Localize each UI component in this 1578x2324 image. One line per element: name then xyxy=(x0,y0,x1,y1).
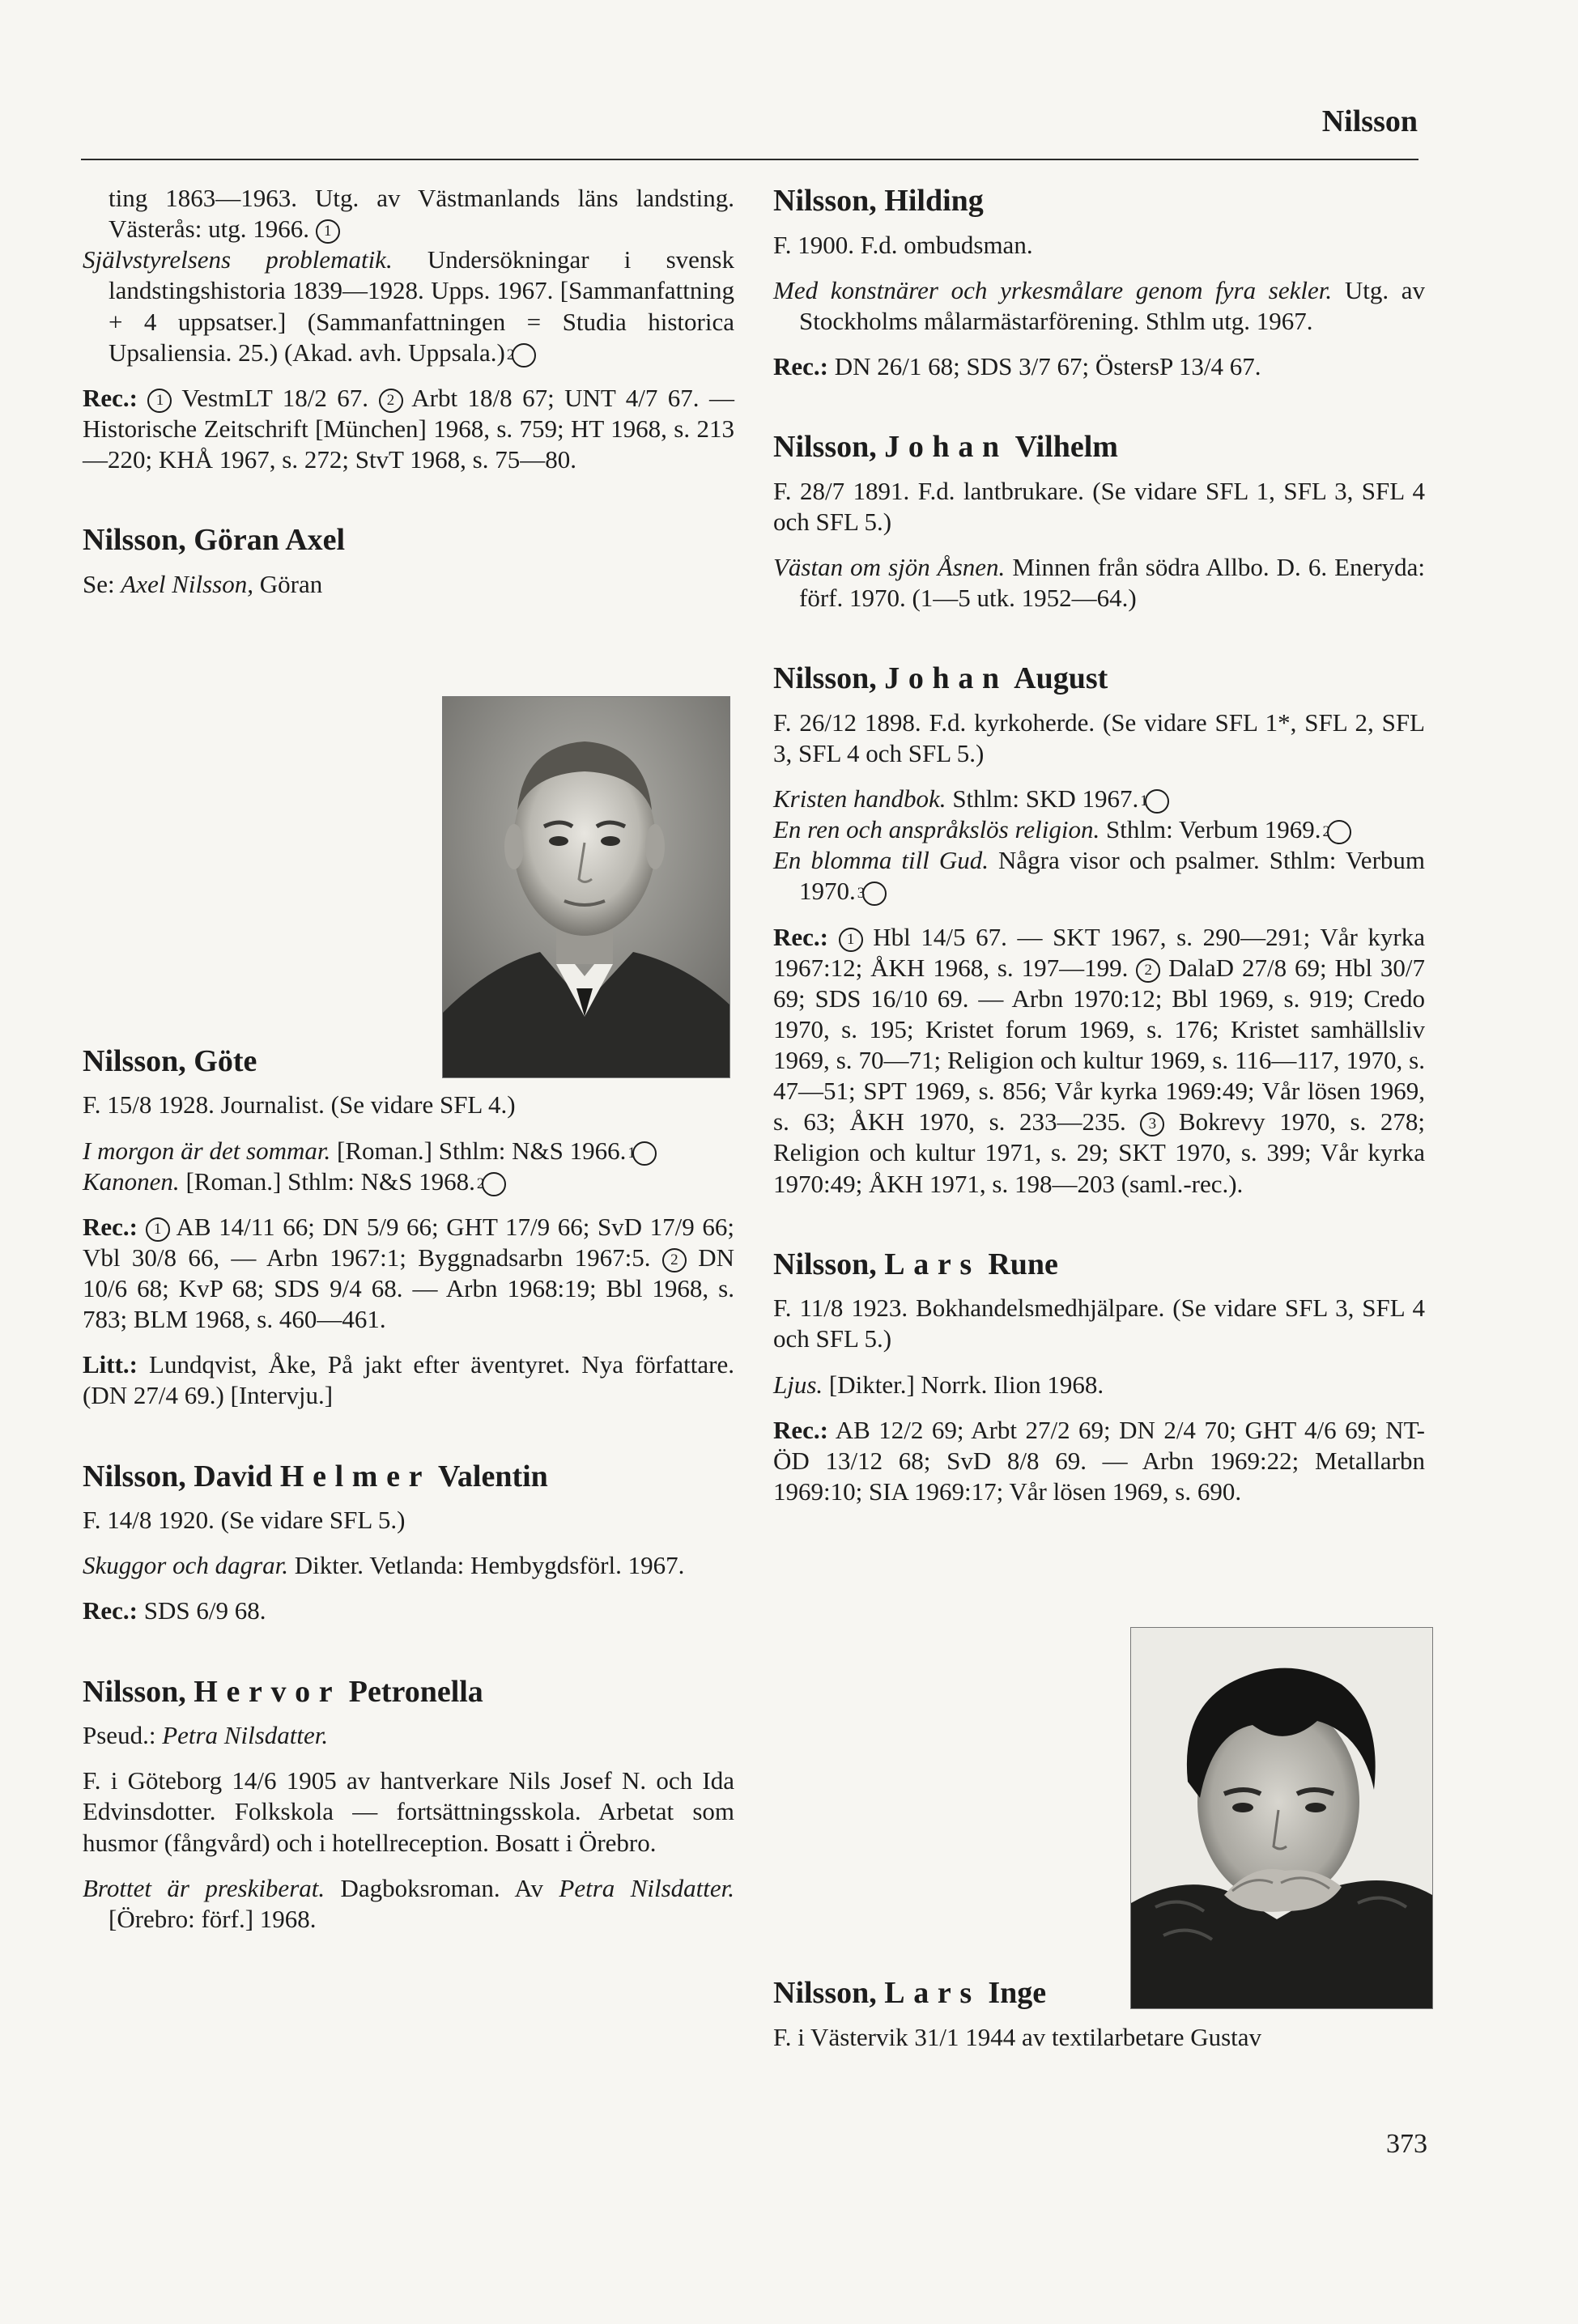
circled-number: 1 xyxy=(839,928,863,952)
see-prefix: Se: xyxy=(83,569,115,598)
review-part: DN 26/1 68; SDS 3/7 67; ÖstersP 13/4 67. xyxy=(834,351,1261,380)
work-details: Utg. av Stockholms målarmästarförening. Sthlm utg. 1967. xyxy=(799,275,1426,335)
works xyxy=(773,1370,1425,1400)
rec-label: Rec.: xyxy=(83,383,138,412)
review-text xyxy=(83,1212,734,1336)
heading-part: Inge xyxy=(988,1976,1047,2010)
bio xyxy=(83,1090,734,1120)
work-details: Några visor och psalmer. Sthlm: Verbum 1970. xyxy=(799,846,1425,906)
work-entry xyxy=(83,1550,734,1581)
continuation-text xyxy=(83,183,734,244)
review-part: DalaD 27/8 69; Hbl 30/7 69; SDS 16/10 69. — Arbn 1970:12; Bbl 1969, s. 919; Credo 1970, s. 195; Kristet forum 1969, s. 176; Kristet samhällsliv 1969, s. 70—71; Religion och kultur 1969, s. 116—117, 1970, s. 47—51; SPT 1969, s. 856; Vår kyrka 1969:49; Vår lösen 1969, s. 63; ÅKH 1970, s. 233—235. xyxy=(773,953,1426,1137)
heading-part: Lars xyxy=(884,1976,980,2010)
entry-heading-goran: Nilsson, Göran Axel xyxy=(83,523,346,558)
circled-number: 2 xyxy=(379,389,403,413)
circled-number: 2 xyxy=(662,1248,687,1272)
bio-text: F. 14/8 1920. (Se vidare SFL 5.) xyxy=(83,1506,406,1535)
bio-text: F. 1900. F.d. ombudsman. xyxy=(773,230,1033,259)
entry-heading-helmer xyxy=(83,1459,734,1496)
work-entry xyxy=(773,1370,1425,1400)
bio-text: F. 26/12 1898. F.d. kyrkoherde. (Se vidare SFL 1*, SFL 2, SFL 3, SFL 4 och SFL 5.) xyxy=(773,707,1425,767)
work-title: Ljus. xyxy=(773,1370,823,1399)
portrait-photo-gote xyxy=(442,696,730,1078)
rec-label: Rec.: xyxy=(83,1596,138,1625)
review-text xyxy=(773,1415,1425,1507)
heading-part: Nilsson, xyxy=(773,430,877,465)
portrait-image xyxy=(1131,1628,1432,2008)
circled-number: 2 xyxy=(1327,820,1351,844)
review-part: Arbt 18/8 67; UNT 4/7 67. — Historische Zeitschrift [München] 1968, s. 759; HT 1968, s. 213—220; KHÅ 1967, s. 272; StvT 1968, s. 75—80. xyxy=(83,383,735,474)
work-details: Sthlm: Verbum 1969. xyxy=(1106,815,1321,844)
heading-part: Vilhelm xyxy=(1014,430,1118,465)
work-entry xyxy=(773,814,1425,845)
entry-heading-hilding: Nilsson, Hilding xyxy=(773,184,984,218)
entry-heading-hervor xyxy=(83,1674,734,1711)
bio xyxy=(773,707,1425,769)
see-suffix: Göran xyxy=(259,569,323,598)
entry-continuation xyxy=(83,183,734,368)
heading-part: Lars xyxy=(884,1247,980,1281)
reviews xyxy=(773,922,1425,1200)
bio-text: F. 11/8 1923. Bokhandelsmedhjälpare. (Se vidare SFL 3, SFL 4 och SFL 5.) xyxy=(773,1294,1425,1353)
rec-label: Rec.: xyxy=(773,1415,828,1444)
heading-part: Hervor xyxy=(194,1674,342,1709)
work-details: [Roman.] Sthlm: N&S 1968. xyxy=(185,1166,475,1196)
circled-number: 1 xyxy=(146,1217,170,1242)
pseudonym-text xyxy=(83,1720,734,1751)
pseud-label: Pseud.: xyxy=(83,1721,156,1750)
rec-label: Rec.: xyxy=(773,351,828,380)
work-details: [Roman.] Sthlm: N&S 1966. xyxy=(337,1136,627,1165)
review-text xyxy=(773,351,1425,382)
review-part: Bokrevy 1970, s. 278; Religion och kultur 1971, s. 29; SKT 1970, s. 399; Vår kyrka 1970:49; ÅKH 1971, s. 198—203 (saml.-rec.). xyxy=(773,1107,1426,1198)
works xyxy=(773,275,1425,337)
work-details: Minnen från södra Allbo. D. 6. Eneryda: förf. 1970. (1—5 utk. 1952—64.) xyxy=(799,552,1426,613)
circled-number: 2 xyxy=(1136,958,1160,983)
circled-number: 3 xyxy=(1140,1112,1164,1137)
bio-text: F. 28/7 1891. F.d. lantbrukare. (Se vidare SFL 1, SFL 3, SFL 4 och SFL 5.) xyxy=(773,476,1425,536)
work-author: Petra Nilsdatter. xyxy=(559,1873,734,1902)
literature xyxy=(83,1349,734,1411)
literature-text xyxy=(83,1349,734,1411)
heading-part: Nilsson, David xyxy=(83,1459,273,1493)
circled-number: 1 xyxy=(632,1141,657,1166)
work-title: Brottet är preskiberat. xyxy=(83,1873,325,1902)
work-title: En blomma till Gud. xyxy=(773,846,989,875)
see-reference-name: Axel Nilsson, xyxy=(121,569,253,598)
bio xyxy=(773,476,1425,537)
work-title: Med konstnärer och yrkesmålare genom fyra sekler. xyxy=(773,275,1333,304)
heading-part: Nilsson, xyxy=(83,1674,186,1709)
bio-text: F. i Västervik 31/1 1944 av textilarbetare Gustav xyxy=(773,2022,1262,2051)
review-part: SDS 6/9 68. xyxy=(143,1596,266,1625)
entry-heading-johan-vilhelm xyxy=(773,429,1425,466)
bio-text: F. i Göteborg 14/6 1905 av hantverkare Nils Josef N. och Ida Edvinsdotter. Folkskola — fortsättningsskola. Arbetat som husmor (fångvård) och i hotellreception. Bosatt i Örebro. xyxy=(83,1766,734,1857)
page-number: 373 xyxy=(1386,2129,1427,2159)
work-details: Sthlm: SKD 1967. xyxy=(952,784,1139,814)
rec-label: Rec.: xyxy=(773,922,828,951)
heading-part: Nilsson, xyxy=(773,661,877,696)
see-reference xyxy=(83,569,734,600)
work-entry xyxy=(83,1873,734,1935)
heading-part: Petronella xyxy=(348,1674,483,1709)
works xyxy=(773,784,1425,907)
bio xyxy=(83,1765,734,1858)
work-title: I morgon är det sommar. xyxy=(83,1136,331,1165)
bio-text: F. 15/8 1928. Journalist. (Se vidare SFL 4.) xyxy=(83,1090,516,1120)
heading-part: Nilsson, xyxy=(773,1976,877,2010)
works xyxy=(773,552,1425,614)
circled-number: 1 xyxy=(1145,789,1169,814)
heading-part: Rune xyxy=(988,1247,1058,1281)
bio xyxy=(773,1293,1425,1354)
work-title: Skuggor och dagrar. xyxy=(83,1551,289,1580)
reviews xyxy=(83,383,734,475)
works xyxy=(83,1136,734,1197)
review-text xyxy=(773,922,1425,1200)
work-details: [Örebro: förf.] 1968. xyxy=(108,1904,317,1933)
work-entry xyxy=(773,275,1425,337)
running-head: Nilsson xyxy=(1321,104,1418,138)
circled-number: 1 xyxy=(147,389,172,413)
work-details: [Dikter.] Norrk. Ilion 1968. xyxy=(828,1370,1104,1399)
work-details: Dagboksroman. Av xyxy=(340,1873,543,1902)
continuation-line: ting 1863—1963. Utg. av Västmanlands läns landsting. Västerås: utg. 1966. xyxy=(108,184,734,244)
work-entry xyxy=(773,845,1425,907)
reviews xyxy=(83,1212,734,1336)
work-entry xyxy=(83,1166,734,1197)
heading-part: Nilsson, xyxy=(773,1247,877,1281)
work-details: Dikter. Vetlanda: Hembygdsförl. 1967. xyxy=(294,1551,685,1580)
entry-heading-lars-rune xyxy=(773,1247,1425,1284)
review-text xyxy=(83,383,734,475)
work-entry xyxy=(83,244,734,368)
portrait-photo-lars-inge xyxy=(1130,1627,1433,2009)
portrait-image xyxy=(443,697,729,1077)
header-rule xyxy=(81,159,1418,160)
works xyxy=(83,1550,734,1581)
rec-label: Rec.: xyxy=(83,1212,138,1241)
litt-label: Litt.: xyxy=(83,1350,138,1379)
pseudonym xyxy=(83,1720,734,1751)
heading-part: August xyxy=(1014,661,1108,696)
heading-part: Helmer xyxy=(279,1459,432,1493)
work-title: Kristen handbok. xyxy=(773,784,946,814)
literature-reference: Lundqvist, Åke, På jakt efter äventyret. Nya författare. (DN 27/4 69.) [Intervju.] xyxy=(83,1350,735,1410)
review-part: AB 12/2 69; Arbt 27/2 69; DN 2/4 70; GHT 4/6 69; NT-ÖD 13/12 68; SvD 8/8 69. — Arbn 1969:22; Metallarbn 1969:10; SIA 1969:17; Vår lösen 1969, s. 690. xyxy=(773,1415,1425,1506)
reviews xyxy=(773,1415,1425,1507)
bio xyxy=(83,1505,734,1536)
heading-part: Valentin xyxy=(437,1459,548,1493)
work-entry xyxy=(83,1136,734,1166)
work-entry xyxy=(773,784,1425,814)
entry-heading-johan-august xyxy=(773,661,1425,698)
work-entry xyxy=(773,552,1425,614)
circled-number: 2 xyxy=(512,343,536,368)
pseud-name: Petra Nilsdatter. xyxy=(162,1721,329,1750)
entry-heading-gote: Nilsson, Göte xyxy=(83,1043,257,1078)
work-details: Undersökningar i svensk landstingshistoria 1839—1928. Upps. 1967. [Sammanfattning + 4 uppsatser.] (Sammanfattningen = Studia historica Upsaliensia. 25.) (Akad. avh. Uppsala.) xyxy=(108,245,734,367)
reviews xyxy=(773,351,1425,382)
circled-number: 2 xyxy=(482,1172,506,1196)
work-title: En ren och anspråkslös religion. xyxy=(773,815,1100,844)
review-part: Hbl 14/5 67. — SKT 1967, s. 290—291; Vår kyrka 1967:12; ÅKH 1968, s. 197—199. xyxy=(773,922,1426,982)
heading-part: Johan xyxy=(884,661,1008,696)
review-text xyxy=(83,1595,734,1626)
review-part: DN 10/6 68; KvP 68; SDS 9/4 68. — Arbn 1968:19; Bbl 1968, s. 783; BLM 1968, s. 460—461. xyxy=(83,1243,735,1334)
work-title: Kanonen. xyxy=(83,1166,180,1196)
review-part: VestmLT 18/2 67. xyxy=(181,383,369,412)
work-title: Självstyrelsens problematik. xyxy=(83,245,393,274)
circled-number: 1 xyxy=(316,219,340,244)
reviews xyxy=(83,1595,734,1626)
bio xyxy=(773,230,1425,261)
review-part: AB 14/11 66; DN 5/9 66; GHT 17/9 66; SvD 17/9 66; Vbl 30/8 66, — Arbn 1967:1; Byggnadsarbn 1967:5. xyxy=(83,1212,735,1272)
heading-part: Johan xyxy=(884,430,1008,465)
work-title: Västan om sjön Åsnen. xyxy=(773,552,1006,581)
circled-number: 3 xyxy=(862,882,887,906)
works xyxy=(83,1873,734,1935)
